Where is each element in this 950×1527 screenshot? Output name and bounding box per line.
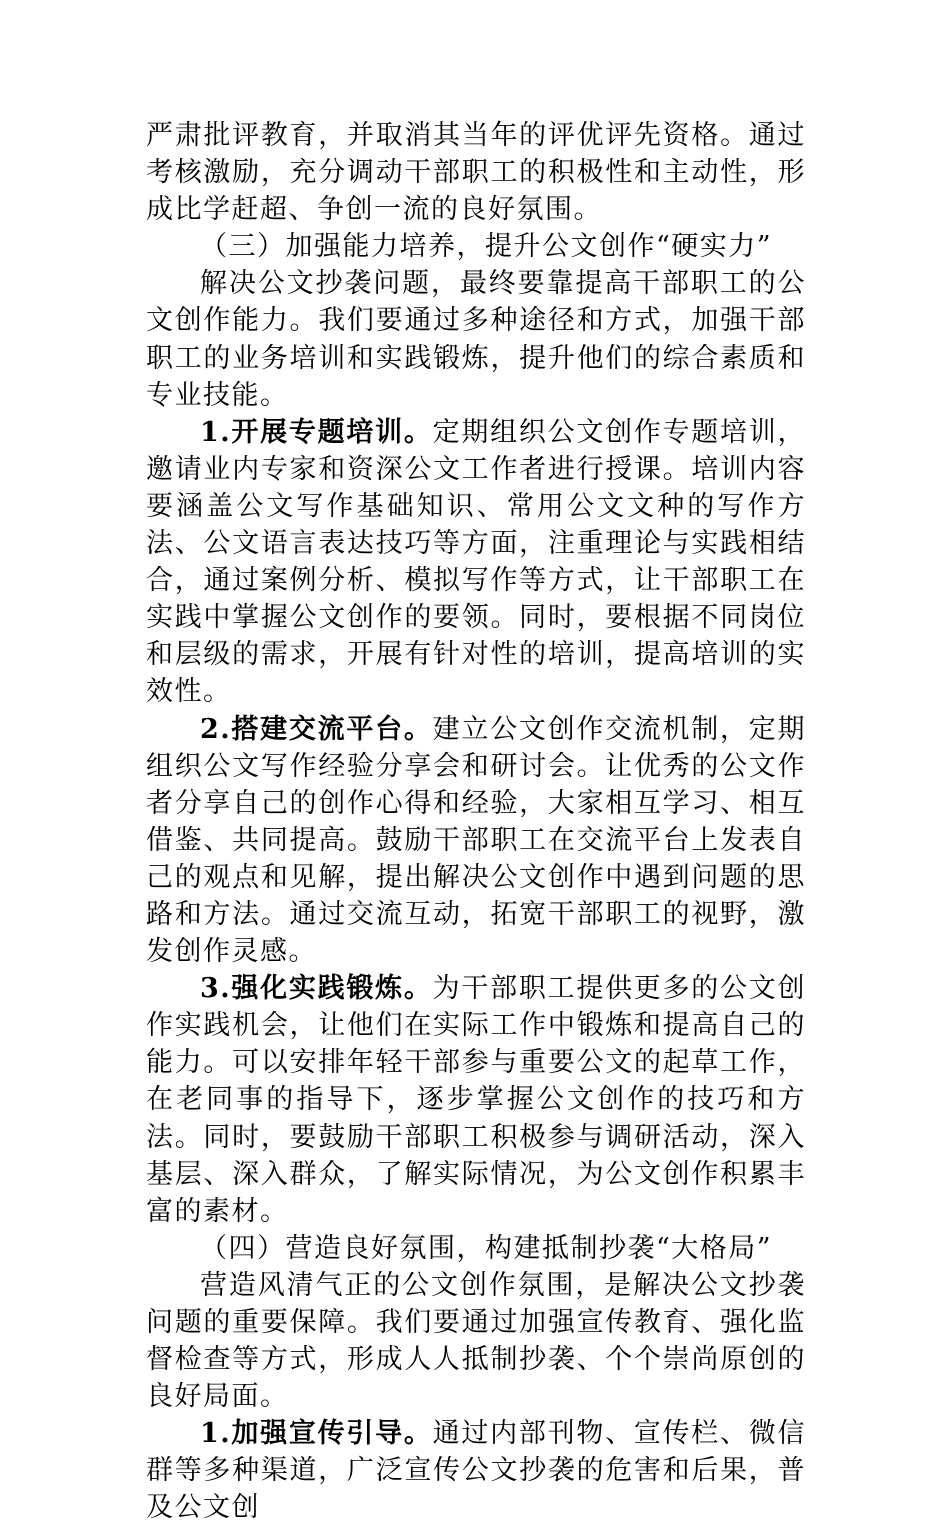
paragraph-intro-3: 解决公文抄袭问题，最终要靠提高干部职工的公文创作能力。我们要通过多种途径和方式，加强干部职工的业务培训和实践锻炼，提升他们的综合素质和专业技能。 [146,268,806,411]
list-item-lead: 1.加强宣传引导。 [200,1418,433,1450]
list-item-lead: 2.搭建交流平台。 [200,713,433,745]
list-item-lead: 3.强化实践锻炼。 [200,973,433,1005]
paragraph-continuation: 严肃批评教育，并取消其当年的评优评先资格。通过考核激励，充分调动干部职工的积极性和主动性，形成比学赶超、争创一流的良好氛围。 [146,120,806,226]
document-page [146,117,806,1527]
paragraph-intro-4: 营造风清气正的公文创作氛围，是解决公文抄袭问题的重要保障。我们要通过加强宣传教育、强化监督检查等方式，形成人人抵制抄袭、个个崇尚原创的良好局面。 [146,1269,806,1413]
section-heading-4: （四）营造良好氛围，构建抵制抄袭“大格局” [200,1232,773,1264]
list-item-body: 建立公文创作交流机制，定期组织公文写作经验分享会和研讨会。让优秀的公文作者分享自己的创作心得和经验，大家相互学习、相互借鉴、共同提高。鼓励干部职工在交流平台上发表自己的观点和见解，提出解决公文创作中遇到问题的思路和方法。通过交流互动，拓宽干部职工的视野，激发创作灵感。 [146,713,807,968]
section-heading-3: （三）加强能力培养，提升公文创作“硬实力” [200,231,773,263]
list-item-body: 为干部职工提供更多的公文创作实践机会，让他们在实际工作中锻炼和提高自己的能力。可以安排年轻干部参与重要公文的起草工作，在老同事的指导下，逐步掌握公文创作的技巧和方法。同时，要鼓励干部职工积极参与调研活动，深入基层、深入群众，了解实际情况，为公文创作积累丰富的素材。 [146,973,807,1227]
list-item-training [146,414,806,711]
list-item-body: 通过内部刊物、宣传栏、微信群等多种渠道，广泛宣传公文抄袭的危害和后果，普及公文创 [146,1418,807,1524]
list-item-practice [146,970,806,1230]
list-item-body: 定期组织公文创作专题培训，邀请业内专家和资深公文工作者进行授课。培训内容要涵盖公文写作基础知识、常用公文文种的写作方法、公文语言表达技巧等方面，注重理论与实践相结合，通过案例分析、模拟写作等方式，让干部职工在实践中掌握公文创作的要领。同时，要根据不同岗位和层级的需求，开展有针对性的培训，提高培训的实效性。 [146,416,807,708]
list-item-platform [146,711,806,971]
list-item-lead: 1.开展专题培训。 [200,416,433,448]
list-item-publicity [146,1415,806,1526]
